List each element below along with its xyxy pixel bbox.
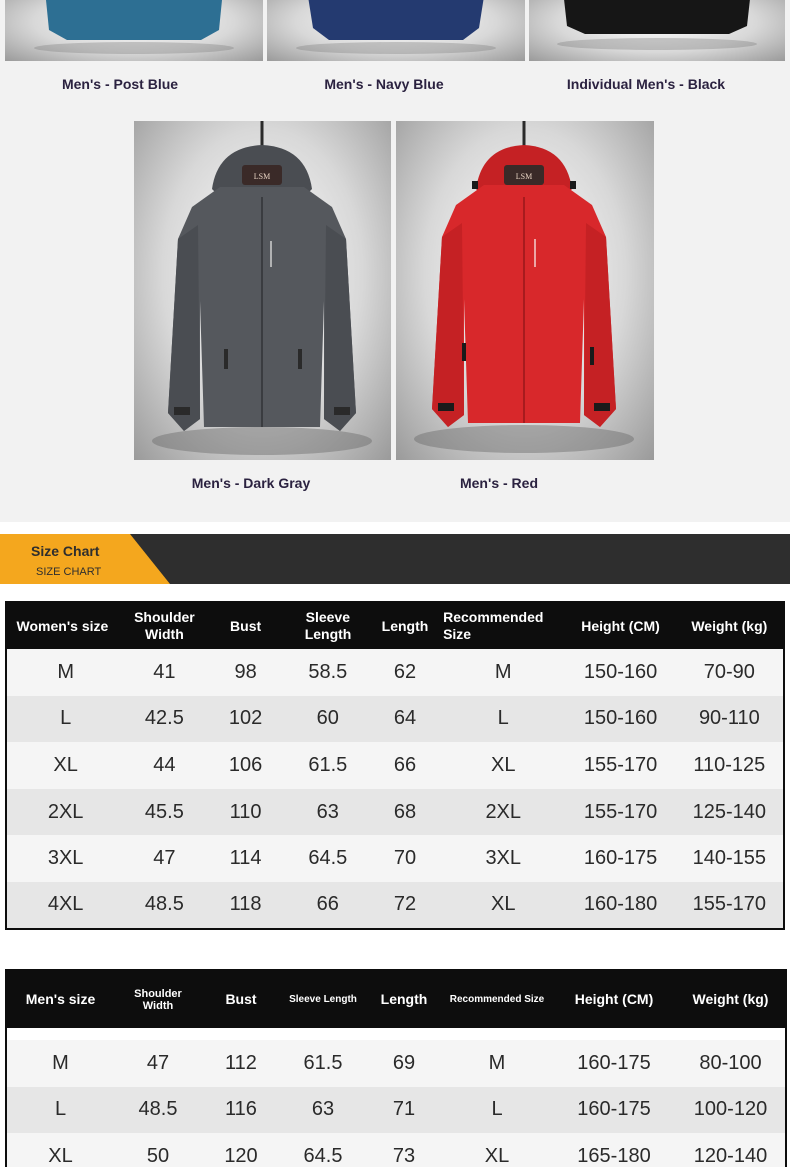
- table-cell: L: [6, 1087, 114, 1134]
- table-cell: 71: [366, 1087, 442, 1134]
- table-header: [6, 602, 784, 649]
- table-cell: 165-180: [552, 1133, 676, 1167]
- table-cell: 98: [205, 649, 287, 696]
- banner-title: Size Chart: [31, 543, 100, 559]
- header-cell: Sleeve Length: [280, 970, 366, 1028]
- brand-label: LSM: [253, 172, 271, 181]
- brand-label: LSM: [515, 172, 533, 181]
- table-cell: 160-180: [565, 882, 675, 929]
- product-image-black[interactable]: [529, 0, 785, 61]
- header-cell: Shoulder Width: [114, 970, 202, 1028]
- table-cell: 100-120: [676, 1087, 786, 1134]
- table-cell: 60: [287, 696, 369, 743]
- table-cell: 48.5: [114, 1087, 202, 1134]
- table-cell: 68: [369, 789, 441, 836]
- table-cell: 70-90: [676, 649, 784, 696]
- caption-black: Individual Men's - Black: [566, 76, 726, 92]
- table-row: [6, 882, 784, 929]
- table-cell: 160-175: [565, 835, 675, 882]
- table-cell: 47: [124, 835, 204, 882]
- header-cell: Height (CM): [565, 602, 675, 649]
- table-cell: 80-100: [676, 1040, 786, 1087]
- table-cell: 150-160: [565, 649, 675, 696]
- header-cell: Recommended Size: [442, 970, 552, 1028]
- table-row: [6, 1133, 786, 1167]
- table-cell: 120: [202, 1133, 280, 1167]
- table-cell: 62: [369, 649, 441, 696]
- product-image-red[interactable]: [396, 121, 654, 460]
- table-cell: 45.5: [124, 789, 204, 836]
- table-cell: 140-155: [676, 835, 784, 882]
- header-cell: Recommended Size: [441, 602, 565, 649]
- table-cell: L: [442, 1087, 552, 1134]
- header-cell: Women's size: [6, 602, 124, 649]
- table-row: [6, 696, 784, 743]
- product-image-post-blue[interactable]: [5, 0, 263, 61]
- table-row: [6, 742, 784, 789]
- table-cell: 3XL: [6, 835, 124, 882]
- table-cell: 44: [124, 742, 204, 789]
- table-cell: 125-140: [676, 789, 784, 836]
- section-divider: [0, 522, 790, 534]
- table-cell: 42.5: [124, 696, 204, 743]
- product-image-dark-gray[interactable]: [134, 121, 391, 460]
- table-cell: 102: [205, 696, 287, 743]
- table-cell: 66: [369, 742, 441, 789]
- table-cell: XL: [441, 742, 565, 789]
- table-cell: 118: [205, 882, 287, 929]
- table-cell: 3XL: [441, 835, 565, 882]
- table-row: [6, 649, 784, 696]
- table-cell: M: [6, 1040, 114, 1087]
- mens-size-table: [5, 969, 787, 1167]
- header-cell: Shoulder Width: [124, 602, 204, 649]
- table-cell: L: [6, 696, 124, 743]
- table-cell: XL: [441, 882, 565, 929]
- table-cell: XL: [6, 742, 124, 789]
- table-header: [6, 970, 786, 1028]
- table-cell: 61.5: [280, 1040, 366, 1087]
- table-cell: 4XL: [6, 882, 124, 929]
- table-cell: 47: [114, 1040, 202, 1087]
- table-cell: 61.5: [287, 742, 369, 789]
- header-cell: Sleeve Length: [287, 602, 369, 649]
- size-chart-banner: [0, 534, 790, 584]
- table-cell: M: [441, 649, 565, 696]
- table-cell: 160-175: [552, 1087, 676, 1134]
- table-cell: 150-160: [565, 696, 675, 743]
- table-cell: 70: [369, 835, 441, 882]
- table-cell: 155-170: [676, 882, 784, 929]
- caption-navy-blue: Men's - Navy Blue: [324, 76, 444, 92]
- table-cell: 110: [205, 789, 287, 836]
- table-row: [6, 1087, 786, 1134]
- table-cell: 64.5: [280, 1133, 366, 1167]
- table-cell: M: [6, 649, 124, 696]
- table-cell: 155-170: [565, 742, 675, 789]
- caption-dark-gray: Men's - Dark Gray: [191, 475, 311, 491]
- table-cell: XL: [442, 1133, 552, 1167]
- table-cell: 63: [280, 1087, 366, 1134]
- table-cell: 90-110: [676, 696, 784, 743]
- table-cell: 112: [202, 1040, 280, 1087]
- header-cell: Height (CM): [552, 970, 676, 1028]
- table-cell: 2XL: [441, 789, 565, 836]
- table-cell: 160-175: [552, 1040, 676, 1087]
- product-image-navy-blue[interactable]: [267, 0, 525, 61]
- caption-post-blue: Men's - Post Blue: [61, 76, 179, 92]
- table-row: [6, 789, 784, 836]
- table-cell: 66: [287, 882, 369, 929]
- table-cell: XL: [6, 1133, 114, 1167]
- table-row: [6, 1040, 786, 1087]
- table-spacer: [6, 1028, 786, 1040]
- table-cell: M: [442, 1040, 552, 1087]
- table-cell: 2XL: [6, 789, 124, 836]
- caption-red: Men's - Red: [459, 475, 538, 491]
- table-cell: 50: [114, 1133, 202, 1167]
- table-cell: 73: [366, 1133, 442, 1167]
- header-cell: Bust: [202, 970, 280, 1028]
- table-cell: 116: [202, 1087, 280, 1134]
- table-cell: 69: [366, 1040, 442, 1087]
- table-cell: L: [441, 696, 565, 743]
- header-cell: Bust: [205, 602, 287, 649]
- womens-size-table: [5, 601, 785, 930]
- table-cell: 64.5: [287, 835, 369, 882]
- table-cell: 41: [124, 649, 204, 696]
- table-cell: 155-170: [565, 789, 675, 836]
- color-gallery: [0, 0, 790, 522]
- banner-subtitle: SIZE CHART: [36, 566, 102, 578]
- header-cell: Weight (kg): [676, 970, 786, 1028]
- table-cell: 64: [369, 696, 441, 743]
- header-cell: Length: [366, 970, 442, 1028]
- table-cell: 48.5: [124, 882, 204, 929]
- table-cell: 72: [369, 882, 441, 929]
- table-cell: 114: [205, 835, 287, 882]
- table-cell: 58.5: [287, 649, 369, 696]
- table-cell: 106: [205, 742, 287, 789]
- table-cell: 120-140: [676, 1133, 786, 1167]
- header-cell: Weight (kg): [676, 602, 784, 649]
- table-row: [6, 835, 784, 882]
- table-cell: 110-125: [676, 742, 784, 789]
- table-cell: 63: [287, 789, 369, 836]
- header-cell: Length: [369, 602, 441, 649]
- header-cell: Men's size: [6, 970, 114, 1028]
